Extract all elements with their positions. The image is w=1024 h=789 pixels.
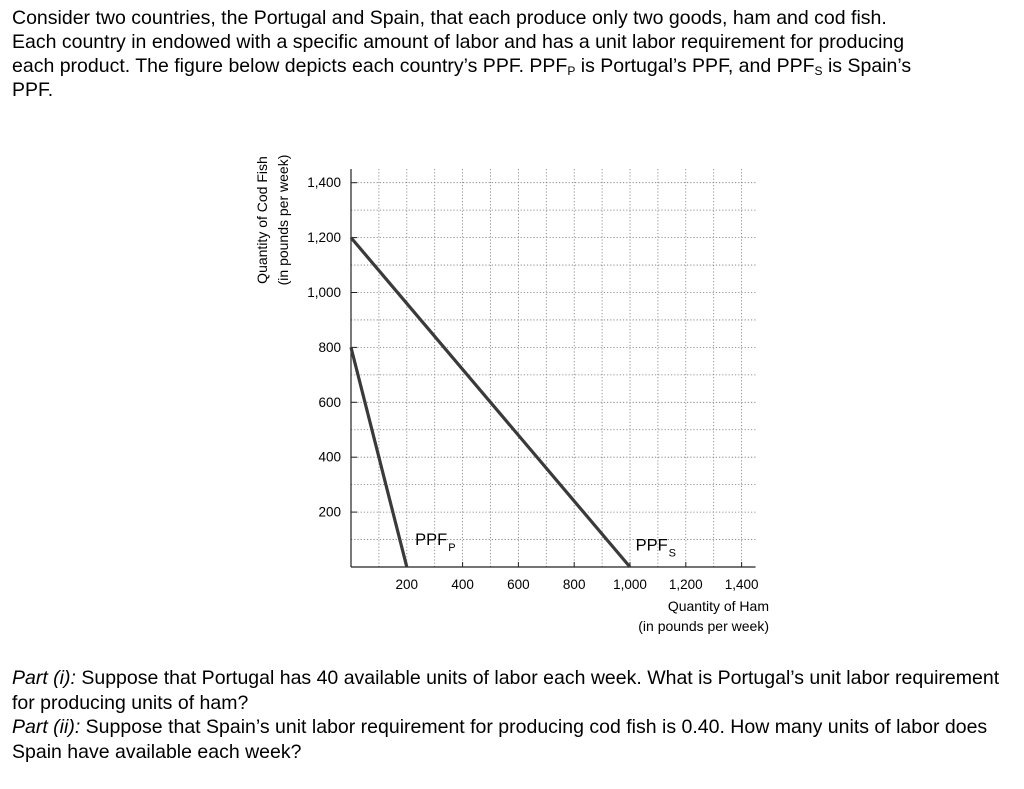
x-tick-label: 1,200 [668,577,703,592]
intro-line-1: Consider two countries, the Portugal and Spain, that each produce only two goods, ham and cod fish. [12,7,887,29]
y-axis-subtitle: (in pounds per week) [275,154,291,286]
y-tick-label: 1,200 [307,230,341,246]
intro-line-3a: each product. The figure below depicts each country’s PPF. PPF [12,55,568,77]
x-tick-label: 200 [395,577,419,592]
problem-intro [12,6,1017,102]
question-2 [12,715,1017,764]
y-tick-label: 600 [318,394,341,410]
question-1 [12,666,1017,715]
question-2-label: Part (ii): [12,716,81,738]
sub-p: P [567,64,576,78]
ppf-chart [230,135,790,635]
y-tick-label: 800 [318,339,341,355]
y-tick-label: 400 [318,449,341,465]
questions [12,666,1017,764]
x-tick-label: 1,400 [724,577,759,592]
ppf-label-text: PPF [415,531,448,550]
y-tick-label: 1,000 [307,285,341,300]
ppf-label-subscript: S [668,547,677,560]
question-2-text: Suppose that Spain’s unit labor requirement for producing cod fish is 0.40. How many units of labor does Spain have available each week? [12,716,988,763]
x-tick-label: 800 [562,577,586,592]
y-axis-title: Quantity of Cod Fish [254,156,270,284]
sub-s: S [814,64,823,78]
x-tick-label: 400 [451,577,474,592]
y-tick-label: 200 [318,504,341,520]
ppf-p-label [415,531,455,554]
y-tick-label: 1,400 [307,175,341,191]
x-axis-subtitle: (in pounds per week) [638,618,769,634]
intro-line-2: Each country in endowed with a specific amount of labor and has a unit labor requirement for producing [12,31,905,53]
ppf-label-text: PPF [635,536,668,555]
x-tick-label: 1,000 [613,577,647,592]
x-tick-label: 600 [507,577,530,592]
intro-line-3c: is Spain’s [822,55,912,77]
intro-line-4: PPF. [12,79,54,101]
ppf-s-label [636,537,676,560]
question-1-label: Part (i): [12,667,76,689]
question-1-text: Suppose that Portugal has 40 available units of labor each week. What is Portugal’s unit labor requirement for producing units of ham? [12,667,1000,714]
x-axis-title: Quantity of Ham [667,598,769,614]
ppf-label-subscript: P [448,542,456,555]
intro-line-3b: is Portugal’s PPF, and PPF [575,55,815,77]
